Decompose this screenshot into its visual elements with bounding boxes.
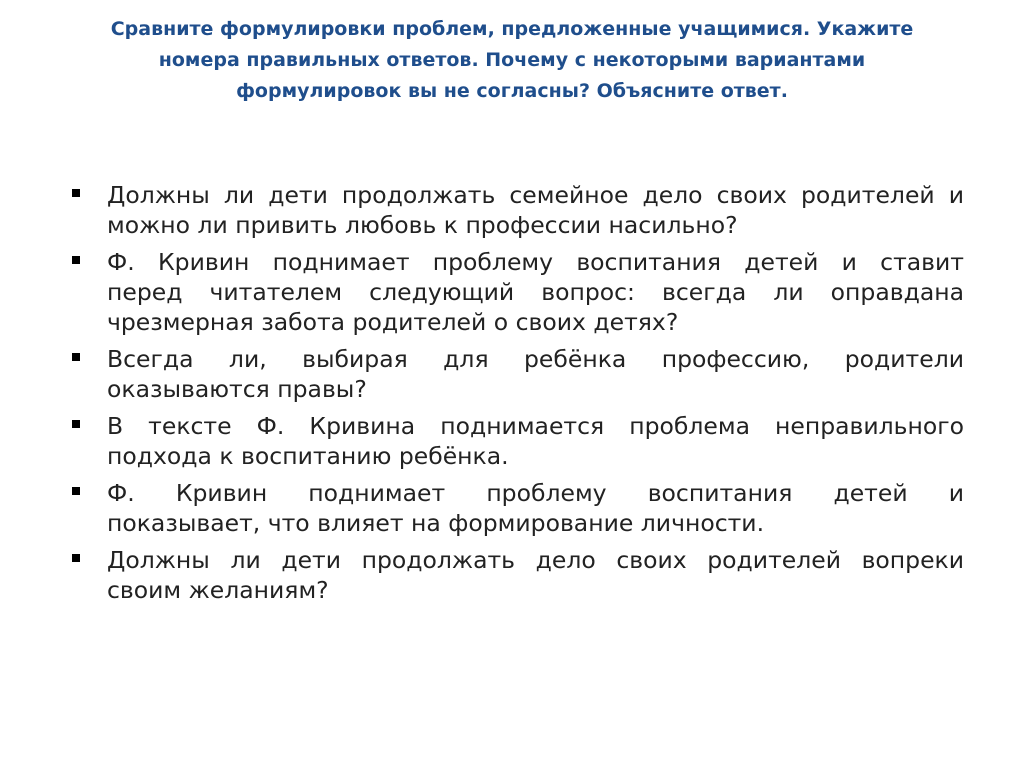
title-line: формулировок вы не согласны? Объясните ответ. [236, 80, 788, 102]
list-item-line: можно ли привить любовь к профессии насильно? [107, 211, 738, 239]
title-line: Сравните формулировки проблем, предложенные учащимися. Укажите [110, 18, 914, 40]
slide-title [80, 14, 944, 107]
square-bullet-icon [72, 189, 80, 197]
title-line: номера правильных ответов. Почему с некоторыми вариантами [158, 49, 866, 71]
square-bullet-icon [72, 554, 80, 562]
list-item-line: Ф. Кривин поднимает проблему воспитания детей и ставит [107, 248, 964, 276]
list-item [70, 545, 964, 605]
list-item [70, 180, 964, 240]
list-item-line: показывает, что влияет на формирование личности. [107, 509, 765, 537]
list-item [70, 411, 964, 471]
list-item [70, 247, 964, 337]
list-item-line: В тексте Ф. Кривина поднимается проблема неправильного [107, 412, 964, 440]
list-item-line: чрезмерная забота родителей о своих детях? [107, 308, 679, 336]
list-item [70, 478, 964, 538]
list-item-line: Всегда ли, выбирая для ребёнка профессию, родители [107, 345, 964, 373]
list-item-line: своим желаниям? [107, 576, 329, 604]
square-bullet-icon [72, 256, 80, 264]
list-item-line: Ф. Кривин поднимает проблему воспитания детей и [107, 479, 964, 507]
square-bullet-icon [72, 420, 80, 428]
list-item-line: Должны ли дети продолжать дело своих родителей вопреки [107, 546, 964, 574]
square-bullet-icon [72, 353, 80, 361]
list-item-line: подхода к воспитанию ребёнка. [107, 442, 509, 470]
problem-list [70, 180, 964, 605]
list-item-line: перед читателем следующий вопрос: всегда ли оправдана [107, 278, 964, 306]
list-item-line: оказываются правы? [107, 375, 367, 403]
square-bullet-icon [72, 487, 80, 495]
list-item-line: Должны ли дети продолжать семейное дело своих родителей и [107, 181, 964, 209]
list-item [70, 344, 964, 404]
